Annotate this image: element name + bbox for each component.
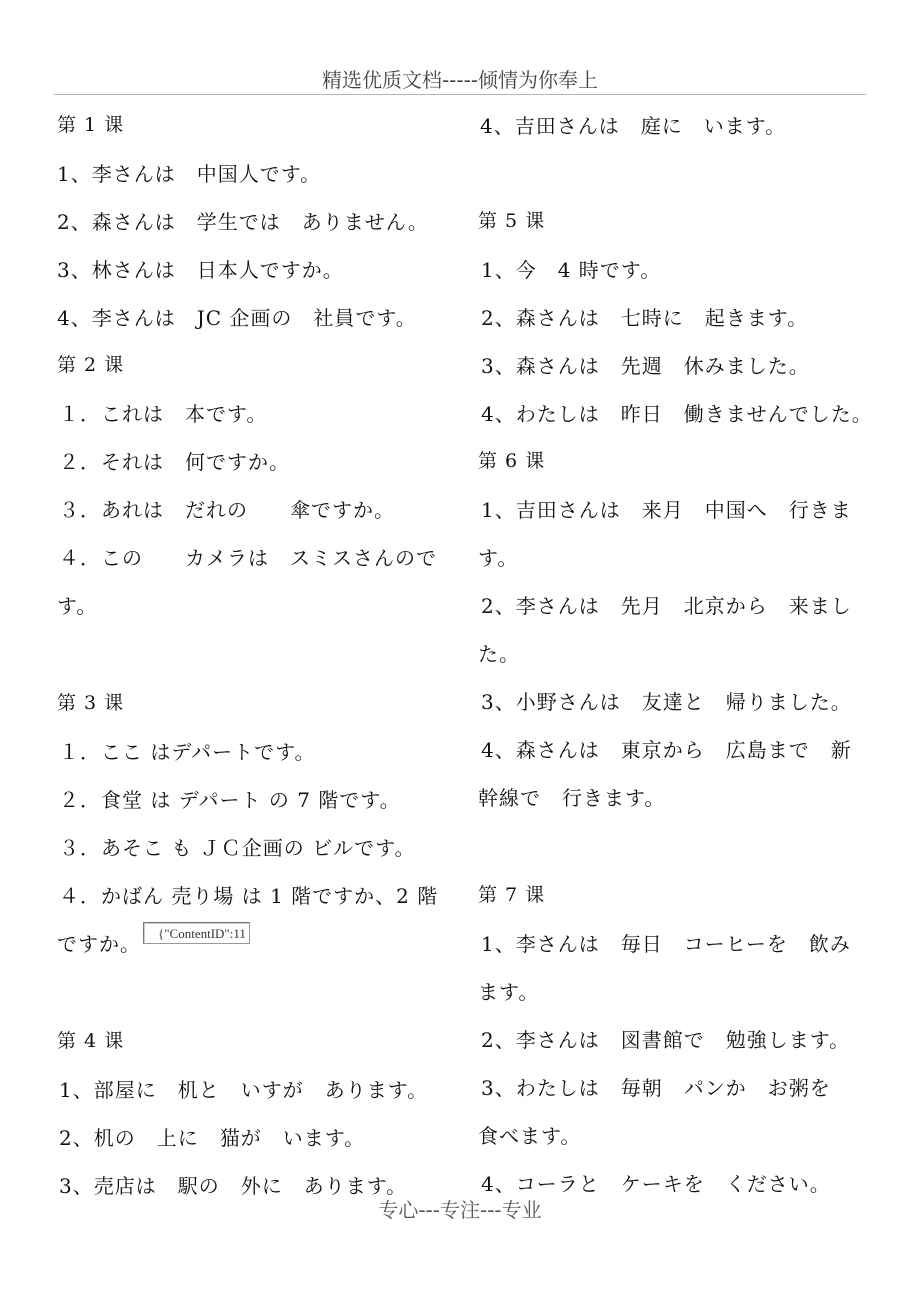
lesson-7-line-3-cont: 食べます。 — [478, 1124, 582, 1148]
lesson-2-line-2: ２．それは 何ですか。 — [59, 450, 290, 474]
lesson-4-title: 第 4 课 — [57, 1030, 125, 1052]
lesson-7-line-1-cont: ます。 — [478, 980, 540, 1004]
lesson-2-line-3: ３．あれは だれの 傘ですか。 — [59, 498, 395, 522]
lesson-1-title: 第 1 课 — [57, 114, 125, 136]
lesson-4-line-2: 2、机の 上に 猫が います。 — [59, 1126, 366, 1150]
lesson-2-title: 第 2 课 — [57, 354, 125, 376]
lesson-3-line-3: ３．あそこ も ＪＣ企画の ビルです。 — [59, 836, 416, 860]
lesson-2-line-1: １．これは 本です。 — [59, 402, 268, 426]
lesson-3-title: 第 3 课 — [57, 692, 125, 714]
lesson-6-line-2-cont: た。 — [478, 642, 520, 666]
lesson-1-line-2: 2、森さんは 学生では ありません。 — [57, 210, 429, 234]
lesson-3-line-4: ４．かばん 売り場 は 1 階ですか、2 階 — [59, 884, 439, 908]
lesson-1-line-3: 3、林さんは 日本人ですか。 — [57, 258, 344, 282]
lesson-7-line-1: 1、李さんは 毎日 コーヒーを 飲み — [481, 932, 851, 956]
lesson-1-line-4: 4、李さんは JC 企画の 社員です。 — [57, 306, 417, 330]
header-divider — [54, 94, 866, 95]
lesson-5-title: 第 5 课 — [478, 210, 546, 232]
lesson-7-line-2: 2、李さんは 図書館で 勉強します。 — [481, 1028, 851, 1052]
lesson-4-line-1: 1、部屋に 机と いすが あります。 — [59, 1078, 429, 1102]
lesson-1-line-1: 1、李さんは 中国人です。 — [57, 162, 322, 186]
lesson-6-line-2: 2、李さんは 先月 北京から 来まし — [481, 594, 852, 618]
lesson-6-title: 第 6 课 — [478, 450, 546, 472]
lesson-6-line-3: 3、小野さんは 友達と 帰りました。 — [481, 690, 852, 714]
page-header: 精选优质文档-----倾情为你奉上 — [321, 68, 599, 92]
lesson-3-line-1: １．ここ はデパートです。 — [59, 740, 316, 764]
lesson-6-line-4-cont: 幹線で 行きます。 — [478, 786, 666, 810]
lesson-3-line-2: ２．食堂 は デパート の 7 階です。 — [59, 788, 401, 812]
lesson-3-line-5: ですか。 — [57, 932, 141, 956]
page-footer: 专心---专注---专业 — [378, 1198, 542, 1222]
lesson-6-line-1-cont: す。 — [478, 546, 519, 570]
lesson-2-line-4: ４．この カメラは スミスさんので — [59, 546, 437, 570]
lesson-7-line-4: 4、コーラと ケーキを ください。 — [481, 1172, 831, 1196]
lesson-5-line-4: 4、わたしは 昨日 働きませんでした。 — [481, 402, 873, 426]
lesson-5-line-1: 1、今 4 時です。 — [481, 258, 662, 282]
lesson-5-line-3: 3、森さんは 先週 休みました。 — [481, 354, 810, 378]
lesson-4-line-4: 4、吉田さんは 庭に います。 — [480, 114, 787, 138]
content-id-box: {"ContentID":11 — [143, 922, 250, 944]
lesson-4-line-3: 3、売店は 駅の 外に あります。 — [59, 1174, 408, 1198]
lesson-5-line-2: 2、森さんは 七時に 起きます。 — [481, 306, 809, 330]
lesson-6-line-1: 1、吉田さんは 来月 中国へ 行きま — [481, 498, 852, 522]
lesson-2-line-5: す。 — [57, 594, 98, 618]
lesson-7-line-3: 3、わたしは 毎朝 パンか お粥を — [481, 1076, 831, 1100]
lesson-7-title: 第 7 课 — [478, 884, 546, 906]
lesson-6-line-4: 4、森さんは 東京から 広島まで 新 — [481, 738, 852, 762]
